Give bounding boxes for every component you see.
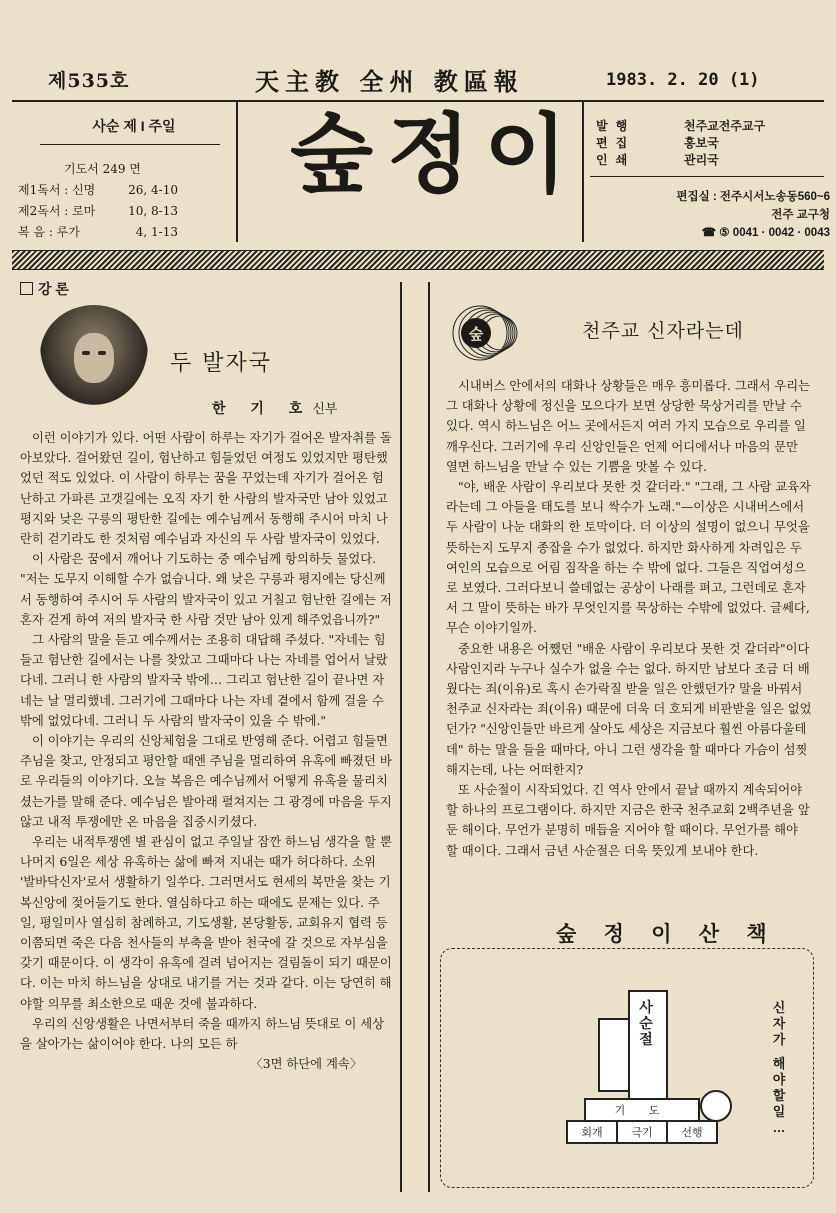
- reading-row: [18, 222, 178, 243]
- paragraph: 우리는 내적투쟁엔 별 관심이 없고 주일날 잠깐 하느님 생각을 할 뿐 나머지 6일은 세상 유혹하는 삶에 빠져 지내는 때가 허다하다. 소위 '발바닥신자'로서 생활하기 일쑤다. 그러면서도 현세의 복만을 찾는 기복신앙에 젖어들기도 한다. 열심하다고 하는 때에도 문제는 있다. 주일, 평일미사 열심히 참례하고, 기도생활, 본당활동, 교회유지 협력 등 이쯤되면 죽은 다음 천사들의 부축을 받아 천국에 갈 것으로 자부심을 갖기 때문이다. 이 생각이 유혹에 걸려 넘어지는 걸림돌이 되기 때문이다. 이는 마치 하느님을 상대로 내기를 거는 것과 같다. 이는 당연히 해야할 의무를 최소한으로 때운 것에 불과하다.: [20, 835, 392, 1011]
- publisher-row: [596, 152, 765, 169]
- paragraph: 이 사람은 꿈에서 깨어나 기도하는 중 예수님께 항의하듯 물었다. "저는 도무지 이해할 수가 없습니다. 왜 낮은 구릉과 평지에는 당신께서 동행하여 주시어 두 사람의 발자국이 있고 거칠고 험난한 길에는 저 혼자 걷게 하여 저의 발자국 한 사람 것만 남아 있게 해주었읍니까?": [20, 552, 392, 627]
- editorial-office: [598, 188, 830, 242]
- person-figure-icon: [700, 1090, 732, 1122]
- paragraph: "야, 배운 사람이 우리보다 못한 것 같더라." "그래, 그 사람 교육자라는데 그 아들을 태도를 보니 싹수가 노래."—이상은 시내버스에서 두 사람이 나눈 대화의 한 토막이다. 더 이상의 설명이 없으니 무엇을 뜻하는지 도무지 종잡을 수가 없었다. 하지만 화사하게 차려입은 두 여인의 모습으로 어림 짐작을 하는 수 밖에 없다. 그들은 직업여성으로 보였다. 그러다보니 쓸데없는 공상이 나래를 펴고, 그런데로 혼자서 그 말이 뜻하는 바가 무엇인지를 묵상하는 수밖에 없었다. 글쎄다, 무슨 이야기일까.: [446, 480, 811, 636]
- article-title: 두 발자국: [170, 351, 273, 376]
- publisher-info: [596, 118, 765, 169]
- cross-base-steps: [568, 1120, 718, 1144]
- publisher-key: 편집: [596, 136, 636, 150]
- publisher-value: 홍보국: [684, 136, 719, 150]
- reading-ref: 10, 8-13: [128, 204, 178, 218]
- base-step: 선행: [666, 1120, 718, 1144]
- office-address: 편집실 : 전주시서노송동560~6: [676, 191, 830, 203]
- paper-logo: 숲정이: [290, 105, 582, 205]
- reading-label: 제1독서 : 신명: [18, 183, 96, 197]
- paragraph: 이런 이야기가 있다. 어떤 사람이 하루는 자기가 걸어온 발자취를 돌아보았다. 걸어왔던 길이, 험난하고 힘들었던 여정도 있었지만 평탄했었던 적도 있었다. 이 사람이 하루는 꿈을 꾸었는데 자기가 걸어온 험난하고 가파른 고갯길에는 오직 자기 한 사람의 발자국만 남아 있었고 평지와 낮은 구릉의 평탄한 길에는 예수님께서 동행해 주시어 마치 나란히 걷기라도 한 것처럼 예수님과 자신의 두 사람 발자국이 있었다.: [20, 431, 392, 547]
- publisher-key: 인쇄: [596, 153, 636, 167]
- column-divider: [400, 282, 402, 1192]
- publisher-row: [596, 135, 765, 152]
- paragraph: 또 사순절이 시작되었다. 긴 역사 안에서 끝날 때까지 계속되어야 할 하나의 프로그램이다. 하지만 지금은 한국 천주교회 2백주년을 앞둔 해이다. 무언가 분명히 매듭을 지어야 할 때이다. 무언가를 해야 할 때이다. 그래서 금년 사순절은 더욱 뜻있게 보내야 한다.: [446, 783, 810, 858]
- box-icon: [20, 282, 33, 295]
- sunday-title: 사순 제 I 주일: [92, 118, 176, 134]
- issue-number: 제535호: [48, 70, 130, 92]
- issue-date: 1983. 2. 20 (1): [606, 70, 760, 90]
- article-body-left: [20, 428, 392, 1075]
- office-phone: ☎ ⑤ 0041 · 0042 · 0043: [701, 227, 830, 239]
- header-divider-right: [582, 102, 584, 242]
- publisher-value: 관리국: [684, 153, 719, 167]
- paragraph: 그 사람의 말을 듣고 예수께서는 조용히 대답해 주셨다. "자네는 힘들고 험난한 길에서는 나를 찾았고 그때마다 나는 자네를 업어서 날랐다네. 그러니 한 사람의 발자국 밖에… 그리고 험난한 길이 끝나면 자네는 날 멀리했네. 그러기에 그때마다 나는 자네 곁에서 함께 걸을 수 밖에 없었다네. 그러니 두 사람의 발자국이 있을 수 밖에.": [20, 633, 388, 728]
- cartoon-heading: 숲 정 이 산 책: [556, 921, 777, 946]
- paragraph: 우리의 신앙생활은 나면서부터 죽을 때까지 하느님 뜻대로 이 세상을 살아가는 삶이어야 한다. 나의 모든 하: [20, 1016, 384, 1052]
- base-step: 회개: [566, 1120, 618, 1144]
- office-name: 전주 교구청: [771, 209, 830, 221]
- cross-label: 사 순 절: [639, 1000, 653, 1048]
- section-label: 강 론: [20, 279, 69, 299]
- publisher-row: [596, 118, 765, 135]
- header-divider-left: [236, 102, 238, 242]
- paragraph: 중요한 내용은 어쨌던 "배운 사람이 우리보다 못한 것 같더라"이다 사람인지라 누구나 실수가 없을 수는 없다. 하지만 남보다 조금 더 배웠다는 죄(이유)로 혹시 손가락질 받을 일은 안했던가? 말을 바꿔서 천주교 신자라는 죄(이유) 때문에 더욱 더 호되게 비판받을 일은 없었던가? "신앙인들만 바르게 살아도 세상은 지금보다 훨씬 아름다울테데" 하는 말을 들을 때마다, 아니 그런 생각을 할 때마다 가슴이 섬찟해지는데, 나는 어떠한지?: [446, 641, 812, 777]
- reading-ref: 26, 4-10: [128, 183, 178, 197]
- article-body-right: [446, 376, 812, 861]
- publisher-key: 발행: [596, 119, 636, 133]
- reading-row: [18, 201, 178, 222]
- decorative-stripe: [12, 250, 824, 270]
- readings-list: [18, 180, 178, 243]
- liturgy-rule: [40, 144, 220, 145]
- paragraph: 시내버스 안에서의 대화나 상황들은 매우 흥미롭다. 그래서 우리는 그 대화나 상황에 정신을 모으다가 보면 상당한 묵상거리를 만날 수 있다. 역시 하느님은 어느 곳에서든지 여러 가지 모습으로 우리를 일깨우신다. 그러기에 우리 신앙인들은 언제 어디에서나 마음의 문만 열면 하느님을 만날 수 있는 기쁨을 맛볼 수 있다.: [446, 379, 810, 474]
- article-author: 한 기 호신부: [212, 401, 338, 417]
- author-photo: [40, 305, 148, 405]
- cartoon-side-caption: 신 자 가 해 야 할 일 …: [772, 1000, 786, 1135]
- cross-base-prayer: 기 도: [584, 1098, 700, 1124]
- publisher-rule: [590, 176, 824, 177]
- continued-note: 〈3면 하단에 계속〉: [250, 1057, 362, 1072]
- paragraph: 이 이야기는 우리의 신앙체험을 그대로 반영해 준다. 어렵고 힘들면 주님을 찾고, 안정되고 평안할 때엔 주님을 멀리하여 유혹에 빠졌던 바로 우리들의 이야기다. 오늘 복음은 예수님께서 어떻게 유혹을 물리치셨는가를 말해 준다. 예수님은 발아래 펼쳐지는 그 광경에 마음을 두지 않고 내적 투쟁에만 온 마음을 집중시키셨다.: [20, 734, 392, 829]
- publisher-value: 천주교전주교구: [684, 119, 766, 133]
- paper-name: 天主教 全州 教區報: [255, 67, 524, 96]
- masthead-rule: [12, 100, 824, 102]
- reading-label: 복 음 : 루가: [18, 225, 80, 239]
- column-emblem-icon: [452, 298, 540, 368]
- reading-ref: 4, 1-13: [135, 225, 178, 239]
- reading-label: 제2독서 : 로마: [18, 204, 96, 218]
- prayer-book-page: 기도서 249 면: [64, 162, 141, 176]
- column-title: 천주교 신자라는데: [582, 320, 744, 342]
- emblem-label: 숲: [468, 325, 484, 343]
- base-step: 극기: [616, 1120, 668, 1144]
- column-divider: [428, 282, 430, 1192]
- reading-row: [18, 180, 178, 201]
